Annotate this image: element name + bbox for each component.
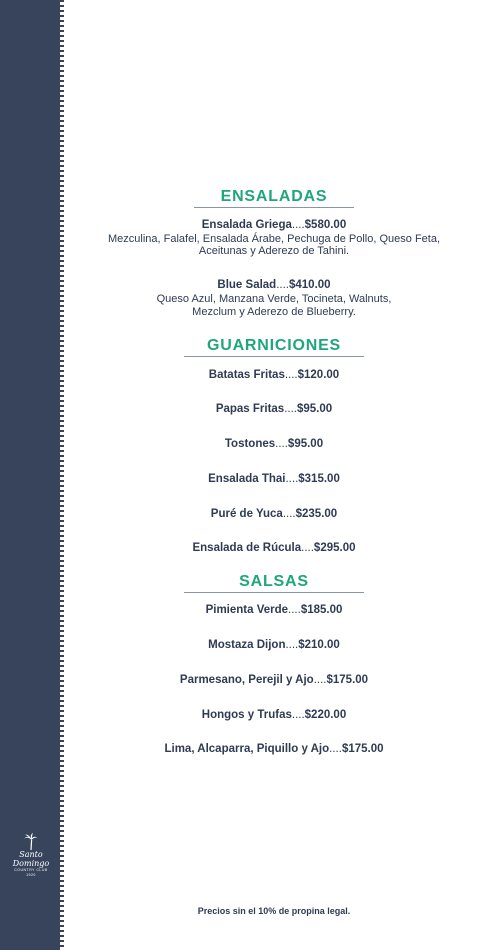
section-title-text: ENSALADAS bbox=[220, 188, 328, 205]
item-dots: .... bbox=[284, 403, 297, 415]
section-title-ensaladas bbox=[64, 188, 484, 208]
logo-name: Santo Domingo bbox=[12, 850, 50, 868]
item-dots: .... bbox=[285, 473, 299, 485]
item-name: Ensalada Thai bbox=[208, 473, 286, 485]
item-price: $175.00 bbox=[326, 674, 369, 686]
section-title-guarniciones bbox=[64, 337, 484, 357]
item-name: Ensalada de Rúcula bbox=[192, 542, 302, 554]
item-dots: .... bbox=[275, 438, 288, 450]
logo-year: 1920 bbox=[26, 873, 36, 877]
item-dots: .... bbox=[284, 369, 298, 381]
item-dots: .... bbox=[301, 542, 314, 554]
item-price: $95.00 bbox=[297, 403, 333, 415]
section-divider bbox=[184, 356, 364, 357]
menu-item bbox=[64, 639, 484, 651]
item-dots: .... bbox=[313, 674, 327, 686]
menu-item bbox=[64, 674, 484, 686]
item-dots: .... bbox=[288, 604, 301, 616]
item-price: $295.00 bbox=[313, 542, 356, 554]
item-name: Mostaza Dijon bbox=[208, 639, 286, 651]
item-price: $120.00 bbox=[297, 369, 340, 381]
item-dots: .... bbox=[285, 639, 299, 651]
item-dots: .... bbox=[329, 743, 342, 755]
footnote-tip-notice: Precios sin el 10% de propina legal. bbox=[197, 906, 351, 916]
item-name: Ensalada Griega bbox=[201, 219, 292, 231]
section-title-salsas bbox=[64, 573, 484, 593]
menu-item bbox=[64, 508, 484, 520]
item-name: Tostones bbox=[224, 438, 276, 450]
item-price: $220.00 bbox=[304, 709, 347, 721]
menu-item bbox=[64, 219, 484, 231]
menu-item bbox=[64, 709, 484, 721]
item-price: $410.00 bbox=[289, 279, 331, 291]
item-price: $580.00 bbox=[304, 219, 347, 231]
club-logo bbox=[6, 832, 56, 878]
palm-tree-icon bbox=[23, 832, 39, 850]
item-dots: .... bbox=[291, 709, 305, 721]
item-name: Blue Salad bbox=[217, 279, 277, 291]
item-price: $235.00 bbox=[295, 508, 338, 520]
item-name: Pimienta Verde bbox=[205, 604, 289, 616]
menu-item bbox=[64, 279, 484, 291]
item-price: $185.00 bbox=[300, 604, 343, 616]
menu-item bbox=[64, 542, 484, 554]
section-divider bbox=[194, 207, 354, 208]
menu-item bbox=[64, 438, 484, 450]
item-name: Lima, Alcaparra, Piquillo y Ajo bbox=[164, 743, 330, 755]
item-name: Batatas Fritas bbox=[208, 369, 285, 381]
section-divider bbox=[184, 592, 364, 593]
item-name: Papas Fritas bbox=[215, 403, 285, 415]
menu-item bbox=[64, 743, 484, 755]
section-title-text: GUARNICIONES bbox=[206, 337, 342, 354]
item-description: Mezclum y Aderezo de Blueberry. bbox=[192, 306, 356, 318]
menu-item bbox=[64, 403, 484, 415]
logo-subtitle: COUNTRY CLUB bbox=[14, 868, 48, 872]
item-price: $95.00 bbox=[287, 438, 324, 450]
section-title-text: SALSAS bbox=[239, 573, 309, 590]
item-description: Aceitunas y Aderezo de Tahini. bbox=[198, 245, 350, 257]
item-dots: .... bbox=[282, 508, 296, 520]
item-price: $175.00 bbox=[341, 743, 384, 755]
item-price: $315.00 bbox=[298, 473, 340, 485]
sidebar-band bbox=[0, 0, 60, 950]
menu-item bbox=[64, 604, 484, 616]
menu-item bbox=[64, 369, 484, 381]
item-price: $210.00 bbox=[298, 639, 340, 651]
menu-item bbox=[64, 473, 484, 485]
item-name: Parmesano, Perejil y Ajo bbox=[179, 674, 314, 686]
item-name: Puré de Yuca bbox=[210, 508, 283, 520]
item-dots: .... bbox=[291, 219, 305, 231]
item-dots: .... bbox=[276, 279, 289, 291]
item-description: Mezculina, Falafel, Ensalada Árabe, Pechuga de Pollo, Queso Feta, bbox=[107, 233, 441, 245]
item-description: Queso Azul, Manzana Verde, Tocineta, Walnuts, bbox=[156, 293, 392, 305]
item-name: Hongos y Trufas bbox=[201, 709, 292, 721]
